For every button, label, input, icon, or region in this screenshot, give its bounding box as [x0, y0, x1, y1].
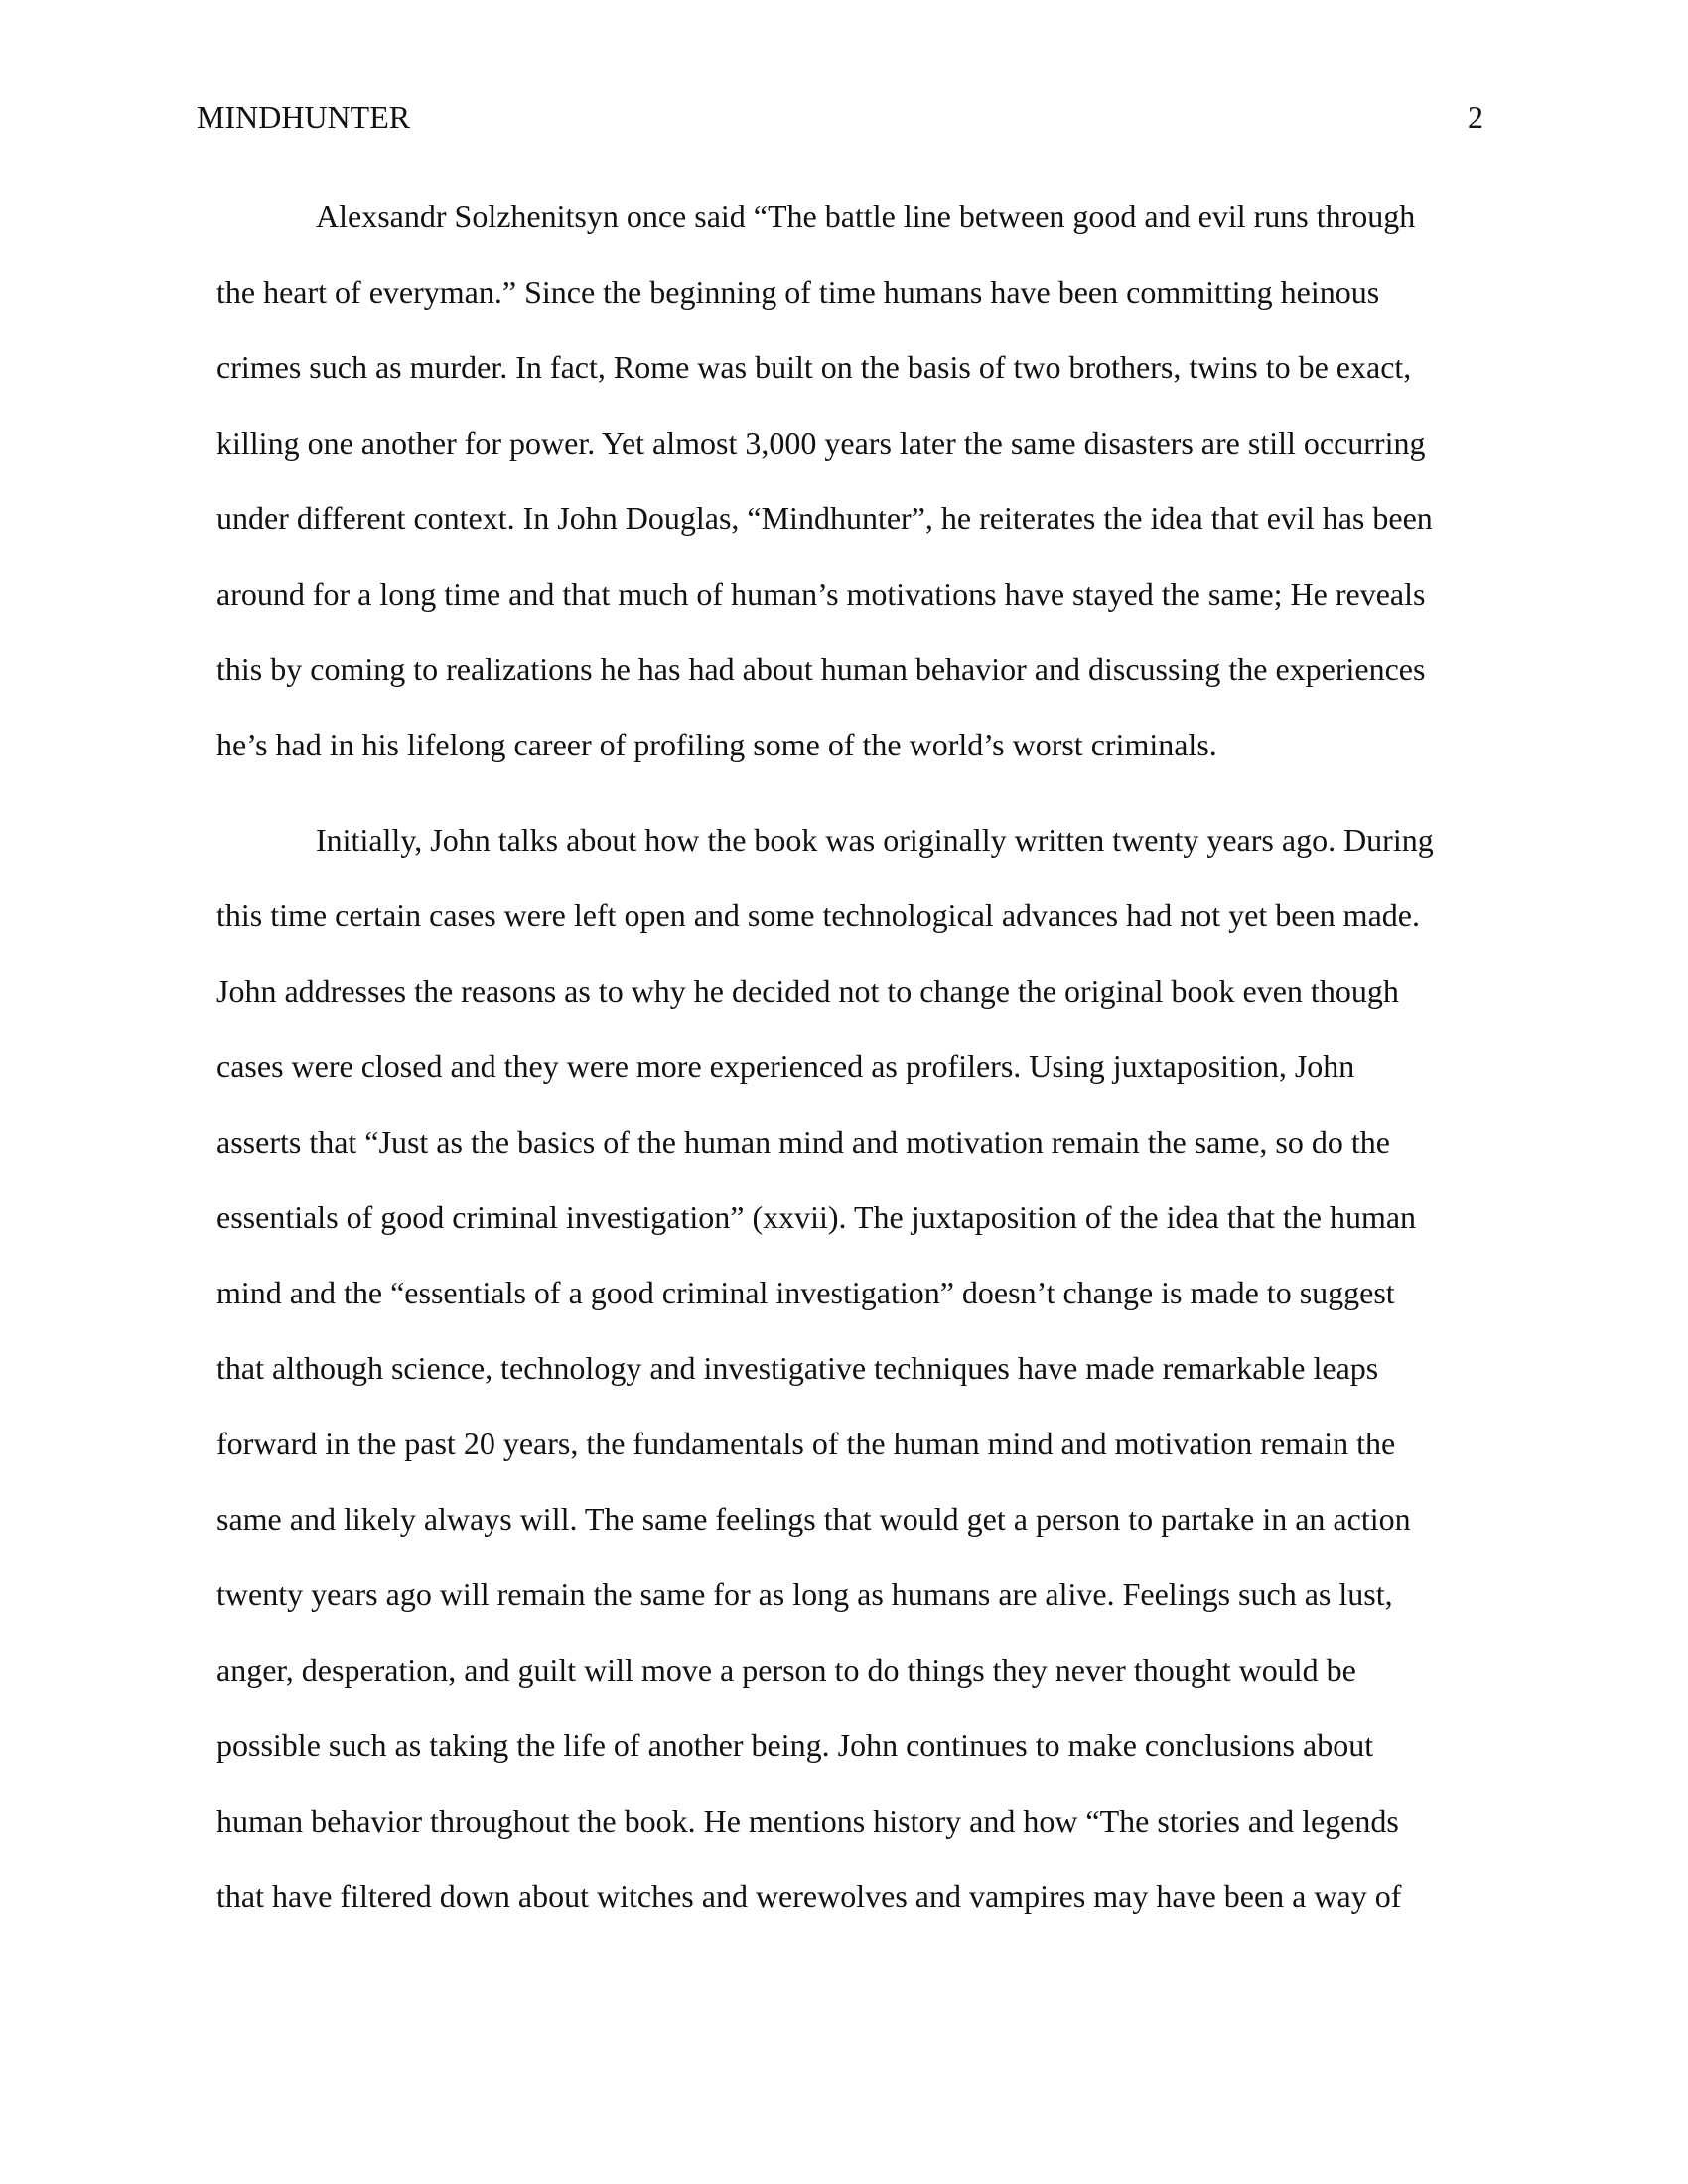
page-number: 2	[1468, 99, 1483, 135]
paragraph-2-line-8: that although science, technology and investigative techniques have made remarkable leaps	[216, 1350, 1379, 1386]
paragraph-1-line-7: this by coming to realizations he has had about human behavior and discussing the experiences	[216, 651, 1426, 687]
paragraph-1-line-6: around for a long time and that much of human’s motivations have stayed the same; He reveals	[216, 576, 1426, 612]
paragraph-2-line-14: human behavior throughout the book. He mentions history and how “The stories and legends	[216, 1803, 1399, 1839]
paragraph-1-line-8: he’s had in his lifelong career of profiling some of the world’s worst criminals.	[216, 727, 1217, 762]
paragraph-2-line-4: cases were closed and they were more experienced as profilers. Using juxtaposition, John	[216, 1048, 1355, 1084]
paragraph-1-line-2: the heart of everyman.” Since the beginning of time humans have been committing heinous	[216, 274, 1380, 310]
paragraph-1-line-4: killing one another for power. Yet almost 3,000 years later the same disasters are still occurring	[216, 425, 1426, 461]
running-head: MINDHUNTER	[197, 99, 411, 135]
paragraph-2-line-5: asserts that “Just as the basics of the human mind and motivation remain the same, so do the	[216, 1124, 1390, 1160]
paragraph-1-line-1: Alexsandr Solzhenitsyn once said “The battle line between good and evil runs through	[316, 199, 1416, 234]
paragraph-2-line-10: same and likely always will. The same feelings that would get a person to partake in an action	[216, 1501, 1411, 1537]
paragraph-2-line-2: this time certain cases were left open and some technological advances had not yet been made.	[216, 897, 1420, 933]
paragraph-2-line-3: John addresses the reasons as to why he decided not to change the original book even though	[216, 973, 1399, 1009]
paragraph-2-line-1: Initially, John talks about how the book was originally written twenty years ago. During	[316, 822, 1434, 858]
paragraph-1-line-3: crimes such as murder. In fact, Rome was built on the basis of two brothers, twins to be exact,	[216, 349, 1412, 385]
paragraph-2-line-7: mind and the “essentials of a good criminal investigation” doesn’t change is made to suggest	[216, 1275, 1395, 1310]
paragraph-2-line-12: anger, desperation, and guilt will move a person to do things they never thought would be	[216, 1652, 1356, 1688]
paragraph-2-line-13: possible such as taking the life of another being. John continues to make conclusions about	[216, 1727, 1374, 1763]
paragraph-1-line-5: under different context. In John Douglas, “Mindhunter”, he reiterates the idea that evil has been	[216, 500, 1433, 536]
paragraph-2-line-9: forward in the past 20 years, the fundamentals of the human mind and motivation remain the	[216, 1426, 1396, 1461]
paragraph-2-line-6: essentials of good criminal investigation” (xxvii). The juxtaposition of the idea that the human	[216, 1199, 1417, 1235]
paragraph-2-line-11: twenty years ago will remain the same for as long as humans are alive. Feelings such as lust,	[216, 1576, 1393, 1612]
paragraph-2-line-15: that have filtered down about witches and werewolves and vampires may have been a way of	[216, 1878, 1402, 1914]
